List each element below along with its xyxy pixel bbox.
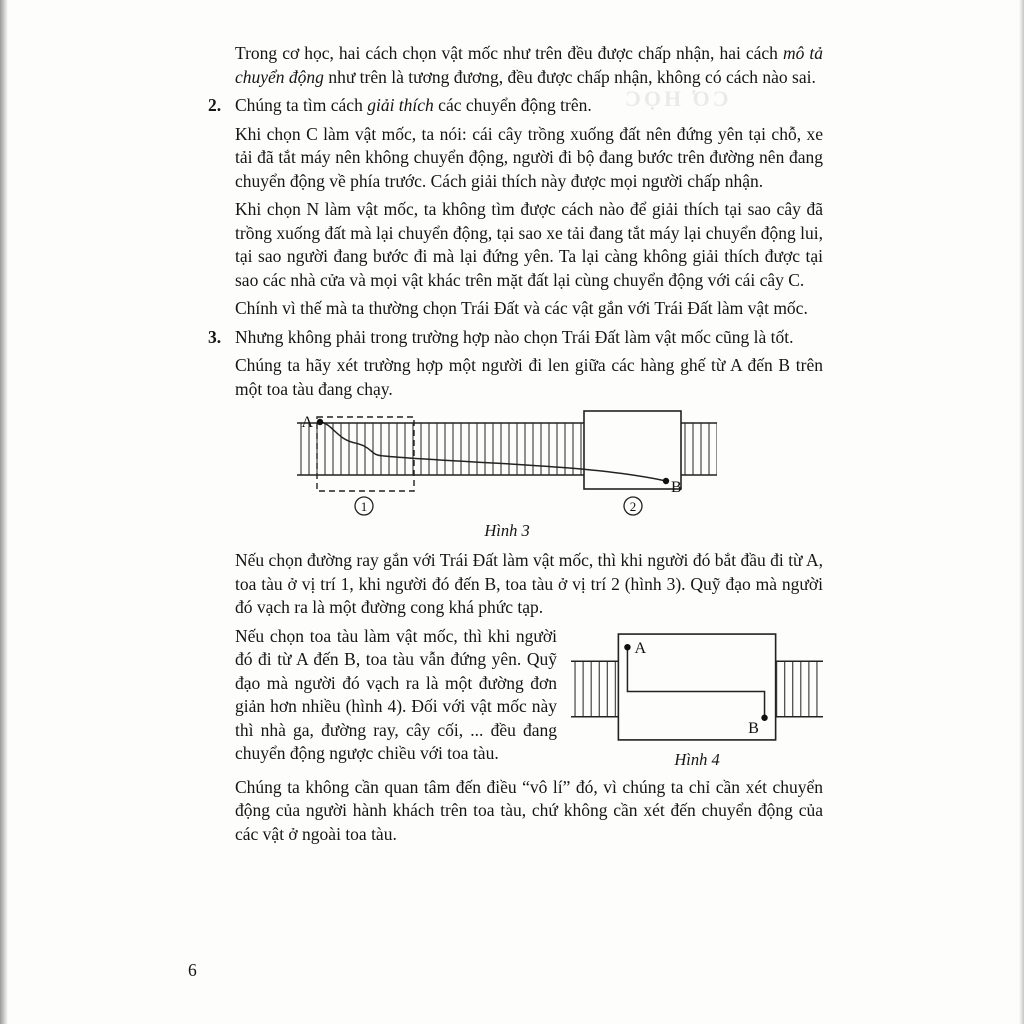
- intro-text-emphasis: mô tả chuyển động: [235, 43, 823, 87]
- scan-edge-right: [1019, 0, 1024, 1024]
- item2-head-post: các chuyển động trên.: [433, 95, 592, 115]
- intro-paragraph: [235, 42, 823, 89]
- left-track-ties: [571, 661, 618, 716]
- point-b-label: B: [671, 479, 682, 496]
- point-b-label: B: [748, 719, 759, 737]
- figure-3-diagram: [297, 407, 717, 519]
- intro-text-pre: Trong cơ học, hai cách chọn vật mốc như trên đều được chấp nhận, hai cách: [235, 43, 783, 63]
- figure-4-caption: Hình 4: [674, 749, 720, 769]
- list-item-2: [208, 94, 823, 321]
- point-b-dot: [761, 714, 767, 720]
- item3-paragraph-2: Nếu chọn đường ray gắn với Trái Đất làm vật mốc, thì khi người đó bắt đầu đi từ A, toa tàu ở vị trí 1, khi người đó đến B, toa tàu ở vị trí 2 (hình 3). Quỹ đạo mà người đó vạch ra là một đường cong khá phức tạp.: [235, 550, 823, 617]
- item2-paragraph-1: Khi chọn C làm vật mốc, ta nói: cái cây trồng xuống đất nên đứng yên tại chỗ, xe tải đã tắt máy nên không chuyển động, người đi bộ đang bước trên đường nên đang chuyển động về phía trước. Cách giải thích này được mọi người chấp nhận.: [235, 123, 823, 191]
- point-b-dot: [663, 478, 669, 484]
- item3-paragraph-3: Nếu chọn toa tàu làm vật mốc, thì khi người đó đi từ A đến B, toa tàu vẫn đứng yên. Quỹ đạo mà người đó vạch ra là một đường đơn giản hơn nhiều (hình 4). Đối với vật mốc này thì nhà ga, đường ray, cây cối, ... đều đang chuyển động ngược chiều với toa tàu.: [235, 625, 557, 763]
- item2-head-emphasis: giải thích: [367, 95, 434, 115]
- figure-4: [571, 625, 823, 770]
- item2-paragraph-2: Khi chọn N làm vật mốc, ta không tìm được cách nào để giải thích tại sao cây đã trồng xuống đất mà lại chuyển động, tại sao xe tải đang tắt máy lại chuyển động lui, tại sao người đang bước đi mà lại đứng yên. Ta lại càng không giải thích được tại sao các nhà cửa và mọi vật khác trên mặt đất lại cùng chuyển động với cái cây C.: [235, 199, 823, 290]
- figure-4-row: [235, 625, 823, 770]
- item3-paragraph-4: Chúng ta không cần quan tâm đến điều “vô lí” đó, vì chúng ta chỉ cần xét chuyển động của người hành khách trên toa tàu, chứ không cần xét đến chuyển động của các vật ở ngoài toa tàu.: [235, 776, 823, 844]
- point-a-dot: [624, 643, 630, 649]
- item3-paragraph-1: Chúng ta hãy xét trường hợp một người đi len giữa các hàng ghế từ A đến B trên một toa tàu đang chạy.: [235, 355, 823, 399]
- figure-3: [297, 407, 717, 541]
- list-number-2: 2.: [208, 95, 222, 115]
- scan-edge-left: [0, 0, 8, 1024]
- page-number: 6: [188, 960, 197, 980]
- page-content: [208, 42, 823, 851]
- right-track-ties: [776, 661, 823, 716]
- intro-text-post: như trên là tương đương, đều được chấp nhận, không có cách nào sai.: [323, 66, 816, 87]
- item2-paragraph-3: Chính vì thế mà ta thường chọn Trái Đất và các vật gắn với Trái Đất làm vật mốc.: [235, 298, 808, 318]
- list-number-3: 3.: [208, 326, 222, 347]
- point-a-dot: [317, 419, 323, 425]
- point-a-label: A: [634, 639, 647, 657]
- train-car-rect: [584, 411, 681, 489]
- figure-3-caption: Hình 3: [484, 521, 530, 540]
- item2-head-pre: Chúng ta tìm cách: [235, 95, 368, 115]
- point-a-label: A: [301, 414, 313, 431]
- position-2-number: 2: [629, 499, 637, 514]
- list-item-3: [208, 326, 823, 847]
- item2-heading: [235, 94, 823, 118]
- item3-heading: Nhưng không phải trong trường hợp nào chọn Trái Đất làm vật mốc cũng là tốt.: [235, 326, 794, 347]
- figure-4-diagram: [571, 629, 823, 748]
- position-1-number: 1: [360, 499, 368, 514]
- bleedthrough-text: CƠ HỌC: [622, 86, 729, 111]
